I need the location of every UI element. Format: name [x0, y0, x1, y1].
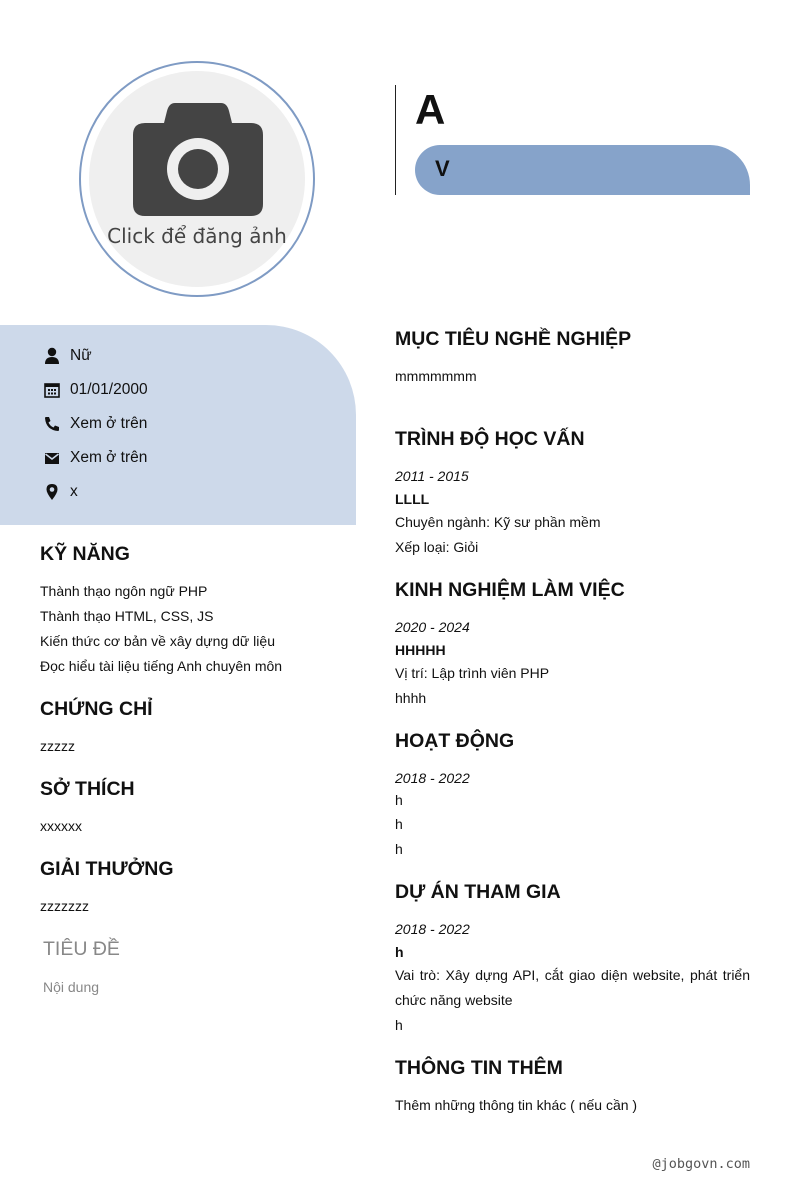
more-info-text[interactable]: Thêm những thông tin khác ( nếu cần ) [395, 1097, 638, 1113]
skill-item[interactable]: Thành thạo HTML, CSS, JS [40, 608, 214, 624]
objective-title[interactable]: MỤC TIÊU NGHỀ NGHIỆP [395, 328, 632, 350]
skill-item[interactable]: Thành thạo ngôn ngữ PHP [40, 583, 208, 599]
contact-phone-text[interactable]: Xem ở trên [70, 415, 148, 432]
user-icon [42, 346, 62, 366]
activities-title[interactable]: HOẠT ĐỘNG [395, 730, 515, 752]
contact-phone [42, 412, 147, 436]
custom-section-title[interactable]: TIÊU ĐỀ [43, 938, 120, 960]
certificates-title[interactable]: CHỨNG CHỈ [40, 698, 153, 720]
project-desc[interactable]: h [395, 1017, 403, 1033]
hobbies-text[interactable]: xxxxxx [40, 818, 82, 834]
skill-item[interactable]: Kiến thức cơ bản về xây dựng dữ liệu [40, 633, 275, 649]
more-info-title[interactable]: THÔNG TIN THÊM [395, 1057, 563, 1079]
project-name[interactable]: h [395, 944, 404, 960]
position-bar [415, 145, 750, 195]
candidate-name[interactable]: A [415, 86, 446, 133]
projects-date[interactable]: 2018 - 2022 [395, 921, 470, 937]
education-date[interactable]: 2011 - 2015 [395, 468, 469, 484]
education-school[interactable]: LLLL [395, 491, 430, 507]
contact-address-text[interactable]: x [70, 483, 78, 500]
contact-gender-text[interactable]: Nữ [70, 347, 92, 364]
activity-line[interactable]: h [395, 792, 403, 808]
calendar-icon [42, 380, 62, 400]
experience-desc[interactable]: hhhh [395, 690, 427, 706]
hobbies-title[interactable]: SỞ THÍCH [40, 778, 135, 800]
certificates-text[interactable]: zzzzz [40, 738, 75, 754]
header-divider [395, 85, 396, 195]
projects-title[interactable]: DỰ ÁN THAM GIA [395, 881, 561, 903]
awards-title[interactable]: GIẢI THƯỞNG [40, 858, 174, 880]
skills-title[interactable]: KỸ NĂNG [40, 543, 130, 565]
objective-text[interactable]: mmmmmmm [395, 368, 477, 384]
contact-birthday-text[interactable]: 01/01/2000 [70, 381, 148, 398]
contact-gender [42, 344, 92, 368]
candidate-position[interactable]: V [435, 156, 450, 181]
avatar-upload-label[interactable]: Click để đăng ảnh [107, 224, 287, 248]
experience-role[interactable]: Vị trí: Lập trình viên PHP [395, 665, 550, 681]
experience-date[interactable]: 2020 - 2024 [395, 619, 470, 635]
project-role[interactable]: Vai trò: Xây dựng API, cắt giao diện website, phát triển chức năng website [395, 967, 750, 1008]
activities-date[interactable]: 2018 - 2022 [395, 770, 470, 786]
activity-line[interactable]: h [395, 841, 403, 857]
activity-line[interactable]: h [395, 816, 403, 832]
location-icon [42, 482, 62, 502]
experience-title[interactable]: KINH NGHIỆM LÀM VIỆC [395, 579, 625, 601]
awards-text[interactable]: zzzzzzz [40, 898, 89, 914]
education-major[interactable]: Chuyên ngành: Kỹ sư phần mềm [395, 514, 601, 530]
contact-email-text[interactable]: Xem ở trên [70, 449, 148, 466]
footer-watermark: @jobgovn.com [652, 1156, 750, 1172]
camera-icon[interactable] [133, 103, 263, 216]
education-title[interactable]: TRÌNH ĐỘ HỌC VẤN [395, 428, 585, 450]
phone-icon [42, 414, 62, 434]
custom-section-text[interactable]: Nội dung [43, 979, 100, 995]
contact-birthday [42, 378, 148, 402]
experience-company[interactable]: HHHHH [395, 642, 446, 658]
contact-email [42, 446, 147, 470]
contact-address [42, 480, 78, 504]
mail-icon [42, 448, 62, 468]
skill-item[interactable]: Đọc hiểu tài liệu tiếng Anh chuyên môn [40, 658, 283, 674]
education-grade[interactable]: Xếp loại: Giỏi [395, 539, 479, 555]
